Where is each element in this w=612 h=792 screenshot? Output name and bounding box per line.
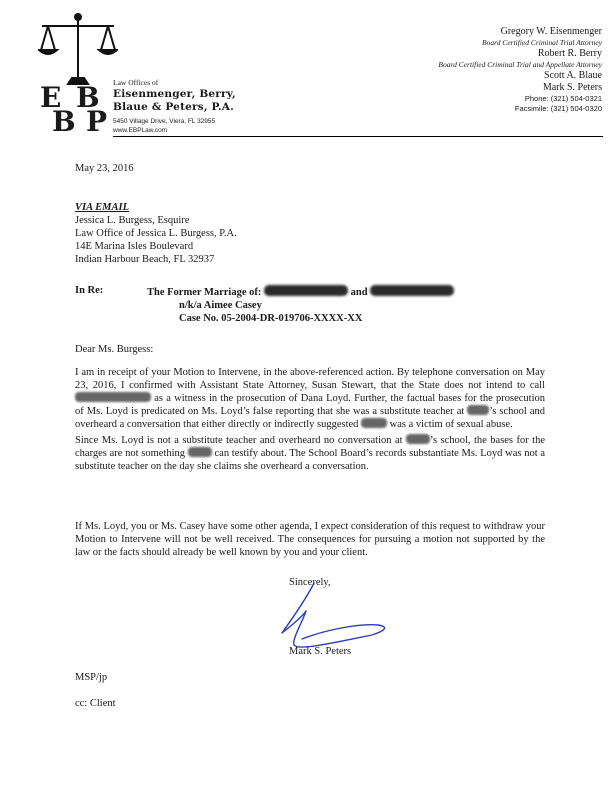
redaction-block	[467, 405, 489, 415]
firm-name-line2: Blaue & Peters, P.A.	[113, 101, 234, 113]
para1-text-b: as a witness in the prosecution of Dana Loyd. Further, the factual bases for the prosecution of Ms. Loyd is predicated on Ms. Loyd’s false reporting that she was a substitute teacher at	[75, 393, 546, 417]
logo-letter-b2: B	[52, 105, 76, 132]
firm-address: 5450 Village Drive, Viera, FL 32955	[113, 118, 216, 125]
paragraph-1	[75, 366, 545, 431]
attorney-title: Board Certified Criminal Trial and Appellate Attorney	[438, 60, 602, 69]
logo-letter-b1: B	[76, 81, 100, 114]
recipient-line: Indian Harbour Beach, FL 32937	[75, 254, 215, 265]
logo-letter-p: P	[86, 105, 108, 132]
attorney-list	[302, 26, 602, 114]
recipient-address	[75, 214, 545, 266]
scales-of-justice-icon	[39, 14, 117, 84]
delivery-method: VIA EMAIL	[75, 202, 129, 213]
re-line-2: n/k/a Aimee Casey	[179, 300, 262, 311]
firm-logo	[38, 12, 118, 132]
para1-text-c: ’s school and overheard a conversation that either directly or indirectly suggested	[75, 406, 546, 430]
redaction-block	[361, 418, 387, 428]
fax-number: Facsimile: (321) 504-0320	[514, 104, 602, 113]
redaction-block	[370, 285, 454, 296]
attorney-name: Robert R. Berry	[537, 48, 602, 59]
closing: Sincerely,	[289, 577, 331, 588]
firm-label: Law Offices of	[113, 78, 159, 87]
para1-text-d: was a victim of sexual abuse.	[389, 419, 513, 430]
re-prefix: The Former Marriage of:	[147, 287, 262, 298]
recipient-line: 14E Marina Isles Boulevard	[75, 241, 194, 252]
re-line-3: Case No. 05-2004-DR-019706-XXXX-XX	[179, 313, 363, 324]
re-and: and	[350, 287, 368, 298]
firm-website: www.EBPLaw.com	[113, 127, 168, 134]
handwritten-signature	[262, 581, 392, 656]
phone-number: Phone: (321) 504-0321	[524, 94, 602, 103]
logo-letter-e: E	[40, 81, 62, 114]
redaction-block	[75, 392, 151, 402]
typist-initials: MSP/jp	[75, 672, 108, 683]
salutation: Dear Ms. Burgess:	[75, 344, 154, 355]
letterhead-divider	[113, 136, 603, 137]
cc-line: cc: Client	[75, 698, 116, 709]
re-block	[147, 285, 454, 325]
redaction-block	[188, 447, 212, 457]
attorney-name: Scott A. Blaue	[543, 70, 602, 81]
firm-name-line1: Eisenmenger, Berry,	[113, 88, 236, 100]
para2-text-a: Since Ms. Loyd is not a substitute teacher and overheard no conversation at	[75, 435, 403, 446]
letter-date: May 23, 2016	[75, 163, 134, 174]
re-line-1	[147, 285, 454, 299]
redaction-block	[406, 434, 430, 444]
paragraph-3: If Ms. Loyd, you or Ms. Casey have some other agenda, I expect consideration of this request to withdraw your Motion to Intervene will not be well received. The consequences for pursuing a motion not supported by the law or the facts should already be well known by you and your client.	[75, 521, 545, 558]
para2-text-b: ’s school, the bases for the charges are not something	[75, 435, 546, 459]
para1-text-a: I am in receipt of your Motion to Intervene, in the above-referenced action. By telephone conversation on May 23, 2016, I confirmed with Assistant State Attorney, Susan Stewart, that the State does not intend to call	[75, 367, 545, 391]
signer-name: Mark S. Peters	[289, 646, 352, 657]
paragraph-2	[75, 434, 545, 473]
attorney-name: Gregory W. Eisenmenger	[500, 26, 602, 37]
recipient-line: Law Office of Jessica L. Burgess, P.A.	[75, 228, 237, 239]
recipient-line: Jessica L. Burgess, Esquire	[75, 215, 190, 226]
attorney-name: Mark S. Peters	[542, 82, 602, 93]
para2-text-c: can testify about. The School Board’s records substantiate Ms. Loyd was not a substitute teacher on the day she claims she overheard a conversation.	[75, 448, 546, 472]
attorney-title: Board Certified Criminal Trial Attorney	[481, 38, 602, 47]
re-label: In Re:	[75, 285, 104, 296]
redaction-block	[264, 285, 348, 296]
